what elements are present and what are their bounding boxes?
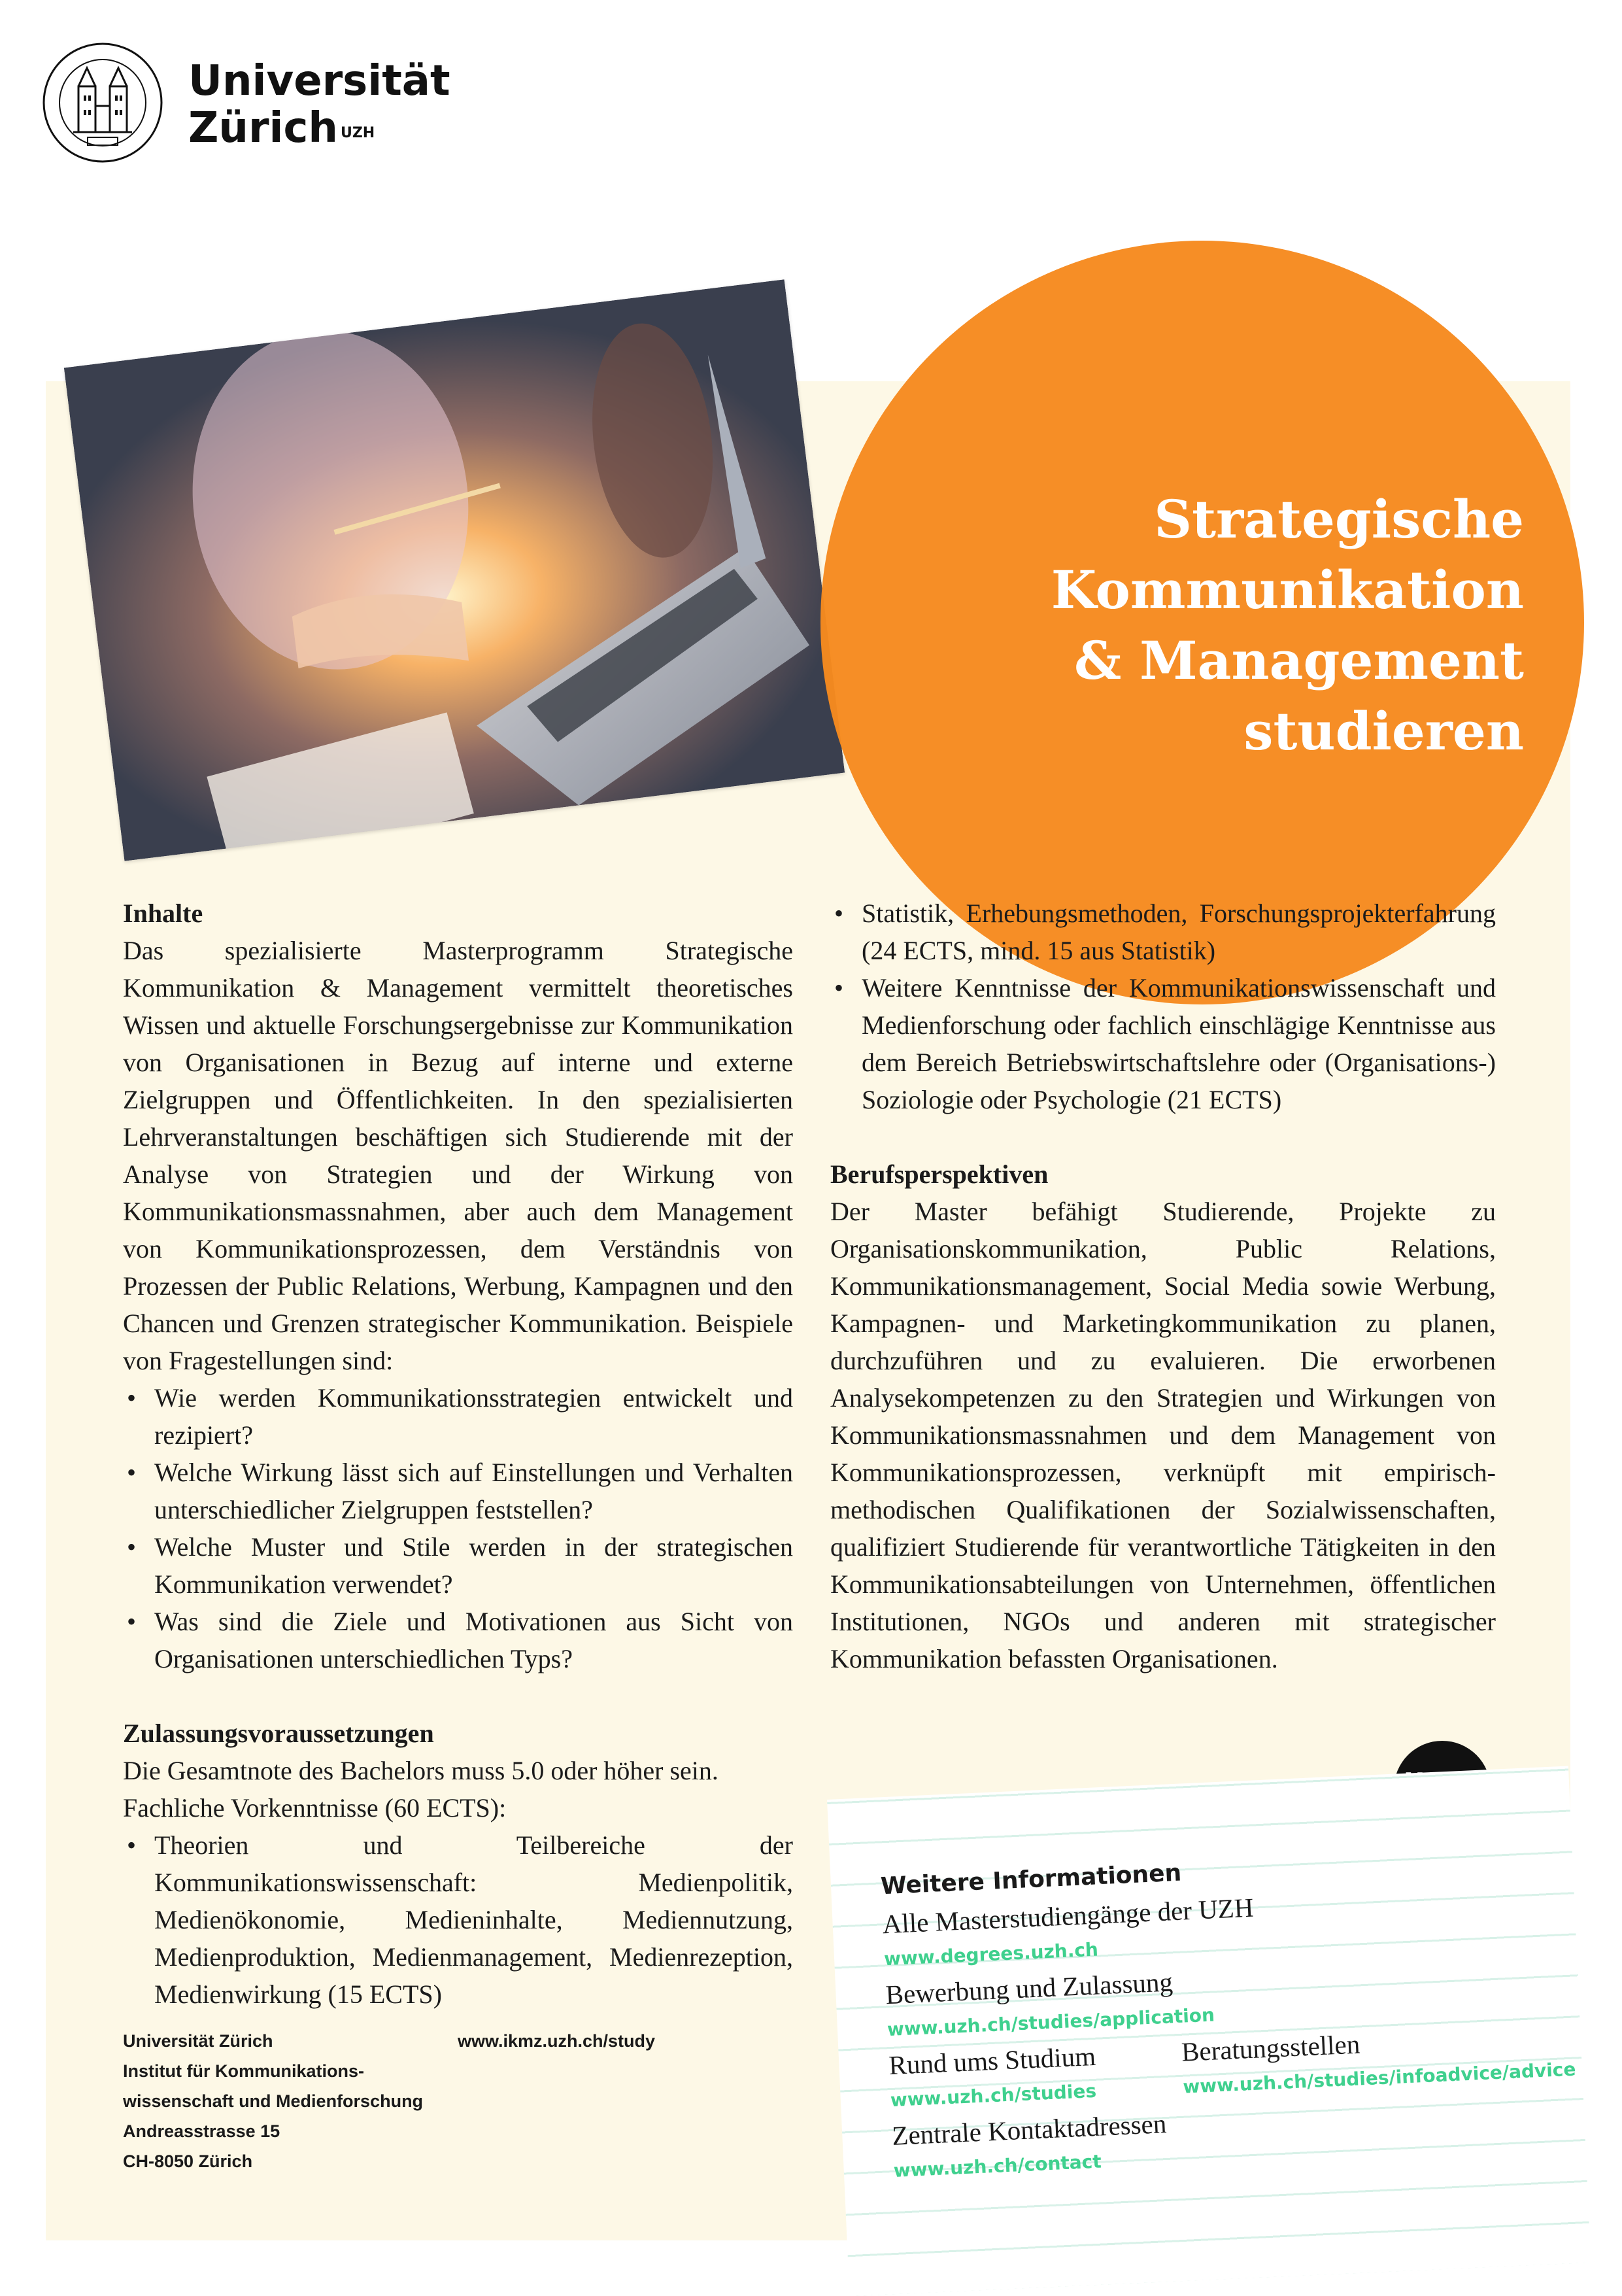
address-line: Institut für Kommunikations- [123, 2061, 364, 2081]
title-line-1: Strategische [1154, 488, 1524, 550]
university-wordmark [188, 58, 450, 152]
fragestellungen-list [123, 1379, 793, 1677]
info-link-studies[interactable]: www.uzh.ch/studies [890, 2080, 1097, 2112]
info-title: Weitere Informationen [880, 1859, 1183, 1900]
left-column [123, 895, 793, 2013]
address-line: Universität Zürich [123, 2031, 273, 2051]
info-card-content [880, 1837, 1577, 2188]
institute-url-link[interactable]: www.ikmz.uzh.ch/study [458, 2031, 656, 2051]
info-col [888, 2034, 1168, 2188]
wordmark-line2 [188, 105, 450, 152]
list-item: • Statistik, Erhebungsmethoden, Forschungsprojekterfahrung (24 ECTS, mind. 15 aus Statistik) [830, 895, 1496, 969]
address-line: CH-8050 Zürich [123, 2151, 253, 2171]
wordmark-line1: Universität [188, 57, 450, 105]
list-item: • Welche Wirkung lässt sich auf Einstellungen und Verhalten unterschiedlicher Zielgruppen feststellen? [123, 1454, 793, 1528]
wordmark-zurich: Zürich [188, 104, 338, 152]
hero-photo [64, 279, 845, 861]
info-label: Rund ums Studium [888, 2040, 1096, 2081]
title-line-4: studieren [1243, 700, 1524, 762]
info-link-application[interactable]: www.uzh.ch/studies/application [887, 2004, 1215, 2041]
info-link-degrees[interactable]: www.degrees.uzh.ch [883, 1938, 1099, 1970]
zulassung-heading: Zulassungsvoraussetzungen [123, 1719, 434, 1748]
university-seal-logo [41, 41, 165, 165]
info-card-paper [827, 1766, 1591, 2296]
info-card [827, 1766, 1591, 2296]
inhalte-body: Das spezialisierte Masterprogramm Strategische Kommunikation & Management vermittelt theoretisches Wissen und aktuelle Forschungsergebnisse zur Kommunikation von Organisationen in Bezug auf interne und externe Zielgruppen und Öffentlichkeiten. In den spezialisierten Lehrveranstaltungen beschäftigen sich Studierende mit der Analyse von Strategien und der Wirkung von Kommunikationsmassnahmen, aber auch dem Management von Kommunikationsprozessen, dem Verständnis von Prozessen der Public Relations, Werbung, Kampagnen und den Chancen und Grenzen strategischer Kommunikation. Beispiele von Fragestellungen sind: [123, 936, 793, 1375]
beruf-heading: Berufsperspektiven [830, 1159, 1049, 1189]
list-item: • Welche Muster und Stile werden in der strategischen Kommunikation verwendet? [123, 1528, 793, 1603]
list-item: • Was sind die Ziele und Motivationen aus Sicht von Organisationen unterschiedlichen Typs? [123, 1603, 793, 1677]
beruf-body: Der Master befähigt Studierende, Projekte zu Organisationskommunikation, Public Relations, Kommunikationsmanagement, Social Media sowie Werbung, Kampagnen- und Marketingkommunikation zu planen, durchzuführen und zu evaluieren. Die erworbenen Analysekompetenzen zu den Strategien und Wirkungen von Kommunikationsmassnahmen und dem Management von Kommunikationsprozessen, verknüpft mit empirisch-methodischen Qualifikationen der Sozialwissenschaften, qualifiziert Studierende für verantwortliche Tätigkeiten in den Kommunikationsabteilungen von Unternehmen, öffentlichen Institutionen, NGOs und anderen mit strategischer Kommunikation befassten Organisationen. [830, 1197, 1496, 1673]
info-label: Zentrale Kontaktadressen [891, 2108, 1168, 2151]
inhalte-heading: Inhalte [123, 899, 203, 928]
info-link-advice[interactable]: www.uzh.ch/studies/infoadvice/advice [1182, 2058, 1577, 2098]
address-line: Andreasstrasse 15 [123, 2121, 280, 2141]
list-item: • Wie werden Kommunikationsstrategien entwickelt und rezipiert? [123, 1379, 793, 1454]
title-line-3: & Management [1074, 630, 1524, 691]
page-title [870, 484, 1524, 766]
info-link-contact[interactable]: www.uzh.ch/contact [893, 2150, 1102, 2182]
info-label: Bewerbung und Zulassung [885, 1966, 1174, 2010]
info-label: Alle Masterstudiengänge der UZH [881, 1892, 1255, 1940]
right-column [830, 895, 1496, 1677]
wordmark-uzh: UZH [340, 125, 375, 141]
vorkenntnisse-list [123, 1826, 793, 2013]
address-line: wissenschaft und Medienforschung [123, 2091, 424, 2111]
zulassung-line1: Die Gesamtnote des Bachelors muss 5.0 oder höher sein. [123, 1756, 718, 1785]
list-item: • Theorien und Teilbereiche der Kommunikationswissenschaft: Medienpolitik, Medienökonomie, Medieninhalte, Mediennutzung, Medienproduktion, Medienmanagement, Medienrezeption, Medienwirkung (15 ECTS) [123, 1826, 793, 2013]
institute-address [123, 2026, 489, 2176]
info-label: Beratungsstellen [1181, 2029, 1361, 2067]
list-item: • Weitere Kenntnisse der Kommunikationswissenschaft und Medienforschung oder fachlich einschlägige Kenntnisse aus dem Bereich Betriebswirtschaftslehre oder (Organisations-) Soziologie oder Psychologie (21 ECTS) [830, 969, 1496, 1118]
title-line-2: Kommunikation [1051, 559, 1524, 621]
vorkenntnisse-list-continued [830, 895, 1496, 1118]
info-row [888, 2016, 1577, 2188]
zulassung-line2: Fachliche Vorkenntnisse (60 ECTS): [123, 1793, 507, 1823]
